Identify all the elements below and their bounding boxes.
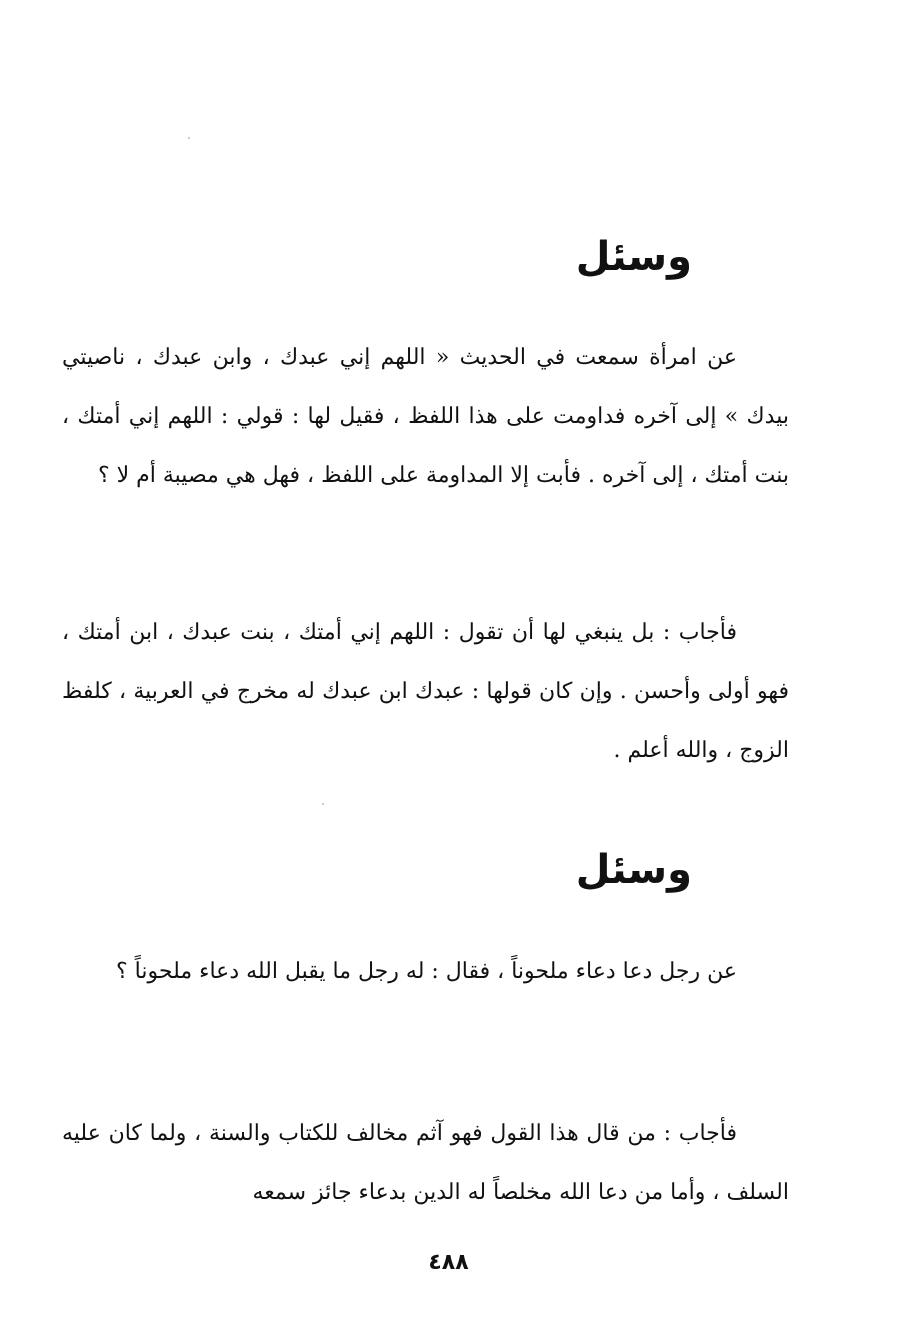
answer-paragraph	[62, 603, 789, 780]
section-heading: وسئل	[575, 847, 692, 893]
answer-text: فأجاب : من قال هذا القول فهو آثم مخالف للكتاب والسنة ، ولما كان عليه السلف ، وأما من دعا الله مخلصاً له الدين بدعاء جائز سمعه	[62, 1121, 789, 1205]
question-text: عن رجل دعا دعاء ملحوناً ، فقال : له رجل ما يقبل الله دعاء ملحوناً ؟	[116, 959, 737, 984]
question-text: عن امرأة سمعت في الحديث « اللهم إني عبدك ، وابن عبدك ، ناصيتي بيدك » إلى آخره فداومت على هذا اللفظ ، فقيل لها : قولي : اللهم إني أمتك ، بنت أمتك ، إلى آخره . فأبت إلا المداومة على اللفظ ، فهل هي مصيبة أم لا ؟	[62, 345, 789, 488]
scan-speck	[322, 803, 324, 805]
scan-speck	[188, 137, 190, 139]
answer-paragraph	[62, 1104, 789, 1222]
answer-text: فأجاب : بل ينبغي لها أن تقول : اللهم إني أمتك ، بنت عبدك ، ابن أمتك ، فهو أولى وأحسن . وإن كان قولها : عبدك ابن عبدك له مخرج في العربية ، كلفظ الزوج ، والله أعلم .	[62, 620, 789, 763]
section-heading: وسئل	[575, 234, 692, 280]
question-paragraph	[62, 328, 789, 505]
question-paragraph	[62, 942, 789, 1001]
page-number: ٤٨٨	[428, 1250, 469, 1275]
